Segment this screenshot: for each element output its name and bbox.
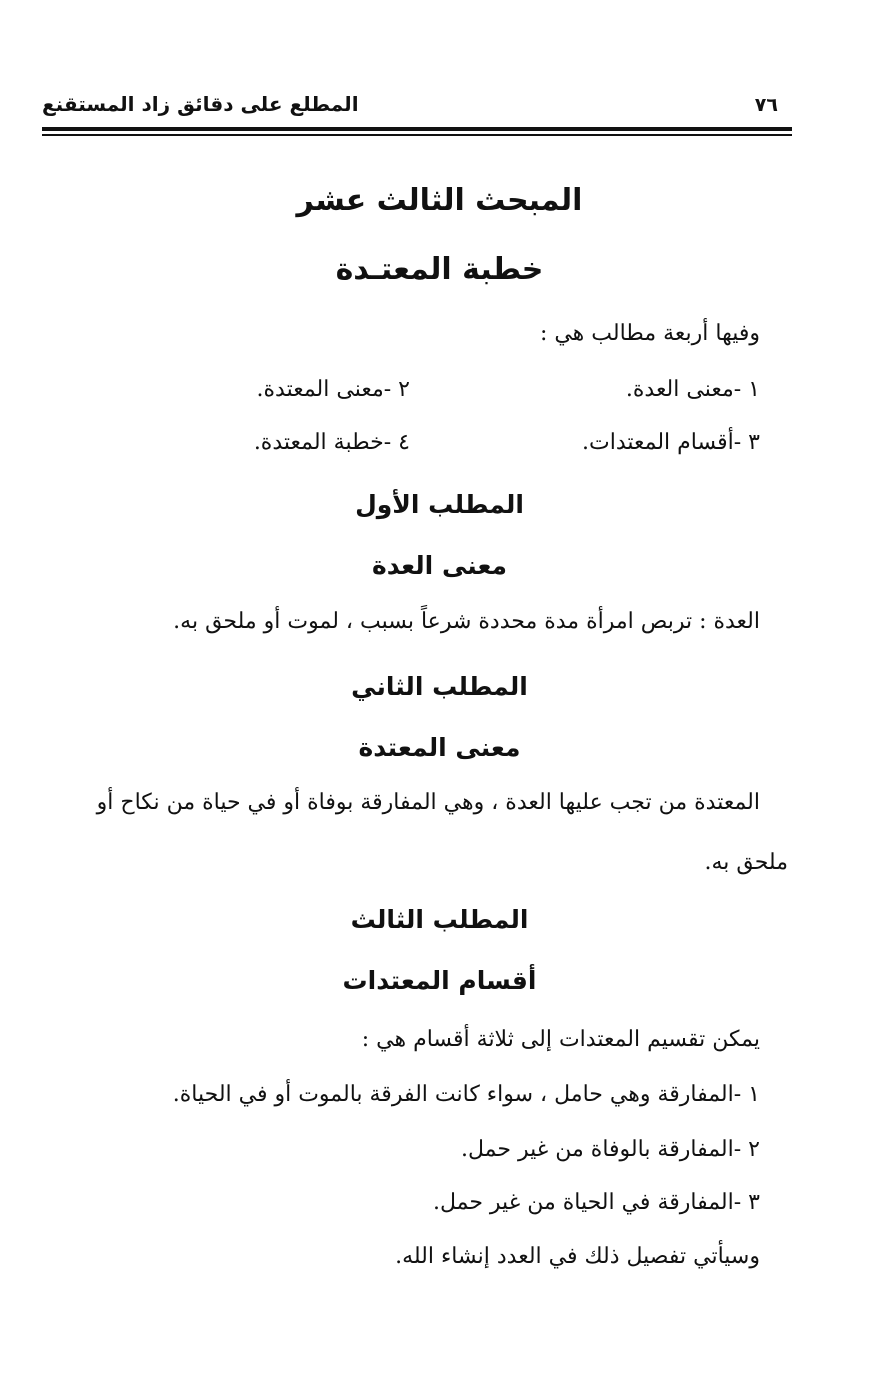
book-title: المطلع على دقائق زاد المستقنع	[42, 92, 359, 116]
part1-title: المطلب الأول	[355, 490, 524, 519]
topic-item: ٢ -معنى المعتدة.	[256, 377, 410, 402]
part3-closing: وسيأتي تفصيل ذلك في العدد إنشاء الله.	[395, 1244, 760, 1269]
part3-list-item: ٢ -المفارقة بالوفاة من غير حمل.	[461, 1137, 760, 1162]
part3-list-item: ١ -المفارقة وهي حامل ، سواء كانت الفرقة بالموت أو في الحياة.	[172, 1082, 760, 1107]
part2-text-line2: ملحق به.	[704, 850, 788, 875]
part3-list-item: ٣ -المفارقة في الحياة من غير حمل.	[432, 1190, 760, 1215]
part1-subtitle: معنى العدة	[371, 551, 508, 580]
running-header	[42, 92, 792, 126]
part2-title: المطلب الثاني	[351, 672, 528, 701]
part2-subtitle: معنى المعتدة	[358, 733, 521, 762]
topic-item: ١ -معنى العدة.	[625, 377, 760, 402]
part1-text: العدة : تربص امرأة مدة محددة شرعاً بسبب ، لموت أو ملحق به.	[173, 609, 760, 634]
part3-subtitle: أقسام المعتدات	[342, 966, 537, 995]
header-rule-thick	[42, 127, 792, 131]
page-number: ٧٦	[754, 94, 778, 116]
topic-item: ٣ -أقسام المعتدات.	[582, 430, 760, 455]
section-subtitle: خطبة المعتـدة	[335, 252, 544, 287]
header-rule-thin	[42, 134, 792, 136]
part3-intro: يمكن تقسيم المعتدات إلى ثلاثة أقسام هي :	[361, 1027, 760, 1052]
topic-item: ٤ -خطبة المعتدة.	[253, 430, 410, 455]
part3-title: المطلب الثالث	[350, 905, 529, 934]
section-title: المبحث الثالث عشر	[296, 183, 583, 218]
intro-text: وفيها أربعة مطالب هي :	[539, 321, 760, 346]
part2-text-line1: المعتدة من تجب عليها العدة ، وهي المفارقة بوفاة أو في حياة من نكاح أو	[96, 790, 760, 815]
